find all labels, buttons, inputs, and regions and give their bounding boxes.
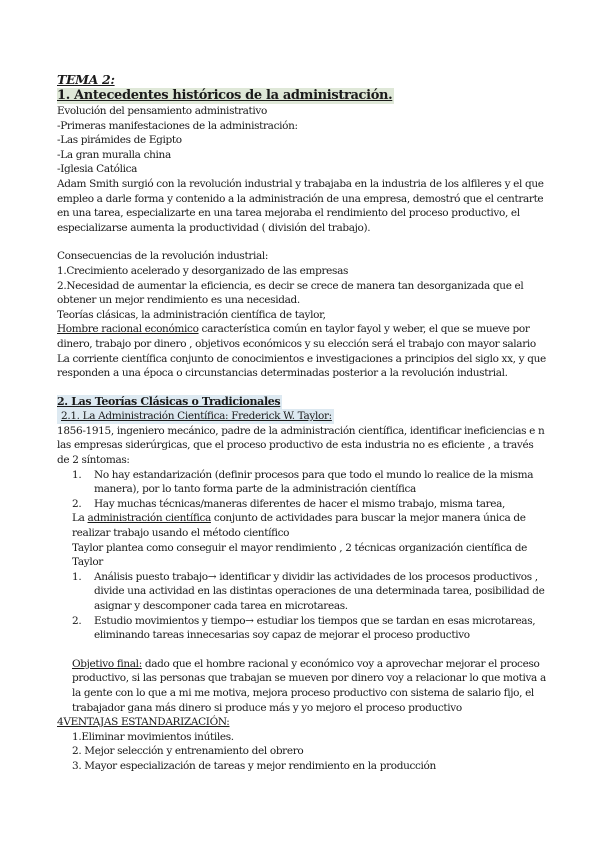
ventaja-item: 2. Mejor selección y entrenamiento del obrero (72, 745, 304, 758)
objetivo-paragraph (72, 657, 547, 715)
list-item (72, 614, 547, 643)
list-item (72, 497, 547, 512)
consecuencia-item: 1.Crecimiento acelerado y desorganizado de las empresas (57, 264, 349, 277)
document-content (57, 72, 547, 774)
admin-cientifica-paragraph (72, 511, 547, 540)
list-text: No hay estandarización (definir procesos para que todo el mundo lo realice de la misma manera), por lo tanto forma parte de la administración científica (94, 468, 534, 496)
intro-line: -Las pirámides de Egipto (57, 134, 182, 147)
intro-line: -Iglesia Católica (57, 163, 138, 176)
list-text: Estudio movimientos y tiempo→ estudiar los tiempos que se tardan en esas microtareas, eliminando tareas innecesarias soy capaz de mejorar el proceso productivo (94, 614, 536, 642)
ventajas-heading: 4VENTAJAS ESTANDARIZACIÓN: (57, 716, 230, 729)
consecuencia-item: 2.Necesidad de aumentar la eficiencia, es decir se crece de manera tan desorganizada que el obtener un mejor rendimiento es una necesidad. (57, 279, 524, 307)
consecuencias-heading: Consecuencias de la revolución industrial: (57, 250, 269, 263)
admin-cientifica-label: administración científica (87, 512, 211, 525)
hombre-racional-paragraph (57, 322, 547, 351)
teorias-line: Teorías clásicas, la administración científica de taylor, (57, 308, 326, 321)
adam-smith-paragraph: Adam Smith surgió con la revolución industrial y trabajaba en la industria de los alfileres y el que empleo a darle forma y contenido a la administración de una empresa, demostró que el centrarte en una tarea, especializarte en una tarea mejoraba el rendimiento del proceso productivo, el especializarse aumenta la productividad ( división del trabajo). (57, 177, 544, 234)
sintomas-list (72, 468, 547, 512)
list-number: 2. (72, 497, 82, 510)
corriente-paragraph: La corriente científica conjunto de conocimientos e investigaciones a principios del siglo xx, y que responden a una época o circunstancias determinadas posterior a la revolución industrial. (57, 352, 546, 380)
ventaja-item: 1.Eliminar movimientos inútiles. (72, 730, 234, 743)
objetivo-label: Objetivo final: (72, 657, 142, 670)
hombre-racional-text: característica común en taylor fayol y weber, el que se mueve por dinero, trabajo por dinero , objetivos económicos y su elección será el trabajo con mayor salario (57, 323, 536, 350)
section-1-heading: 1. Antecedentes históricos de la administración. (57, 88, 393, 103)
taylor-plantea-line: Taylor plantea como conseguir el mayor rendimiento , 2 técnicas organización científica de Taylor (72, 541, 527, 569)
tecnicas-list (72, 570, 547, 643)
list-item (72, 570, 547, 614)
list-text: Hay muchas técnicas/maneras diferentes de hacer el mismo trabajo, misma tarea, (94, 497, 506, 510)
intro-line: Evolución del pensamiento administrativo (57, 105, 267, 117)
intro-line: -La gran muralla china (57, 148, 171, 161)
intro-line: -Primeras manifestaciones de la administración: (57, 119, 298, 132)
admin-cientifica-prefix: La (72, 512, 88, 525)
list-item (72, 468, 547, 497)
subsection-2-1-heading: 2.1. La Administración Científica: Frederick W. Taylor: (57, 409, 334, 424)
list-text: Análisis puesto trabajo→ identificar y dividir las actividades de los procesos productivos , divide una actividad en las distintas operaciones de una determinada tarea, posibilidad de asignar y descomponer cada tarea en microtareas. (94, 570, 545, 612)
page-title: TEMA 2: (57, 72, 115, 87)
taylor-intro-paragraph: 1856-1915, ingeniero mecánico, padre de la administración científica, identificar ineficiencias e n las empresas siderúrgicas, que el proceso productivo de esta industria no es eficiente , a través de 2 síntomas: (57, 424, 545, 467)
ventaja-item: 3. Mayor especialización de tareas y mejor rendimiento en la producción (72, 759, 436, 772)
section-2-heading: 2. Las Teorías Clásicas o Tradicionales (57, 394, 281, 408)
list-number: 2. (72, 614, 82, 627)
list-number: 1. (72, 570, 82, 583)
list-number: 1. (72, 468, 82, 481)
hombre-racional-label: Hombre racional económico (57, 323, 199, 336)
admin-cientifica-text: conjunto de actividades para buscar la mejor manera única de realizar trabajo usando el método científico (72, 512, 526, 540)
objetivo-text: dado que el hombre racional y económico voy a aprovechar mejorar el proceso productivo, si las personas que trabajan se mueven por dinero voy a relacionar lo que motiva a la gente con lo que a mi me motiva, mejora proceso productivo con sistema de salario fijo, el trabajador gana más dinero si produce más y yo mejoro el proceso productivo (72, 657, 546, 714)
